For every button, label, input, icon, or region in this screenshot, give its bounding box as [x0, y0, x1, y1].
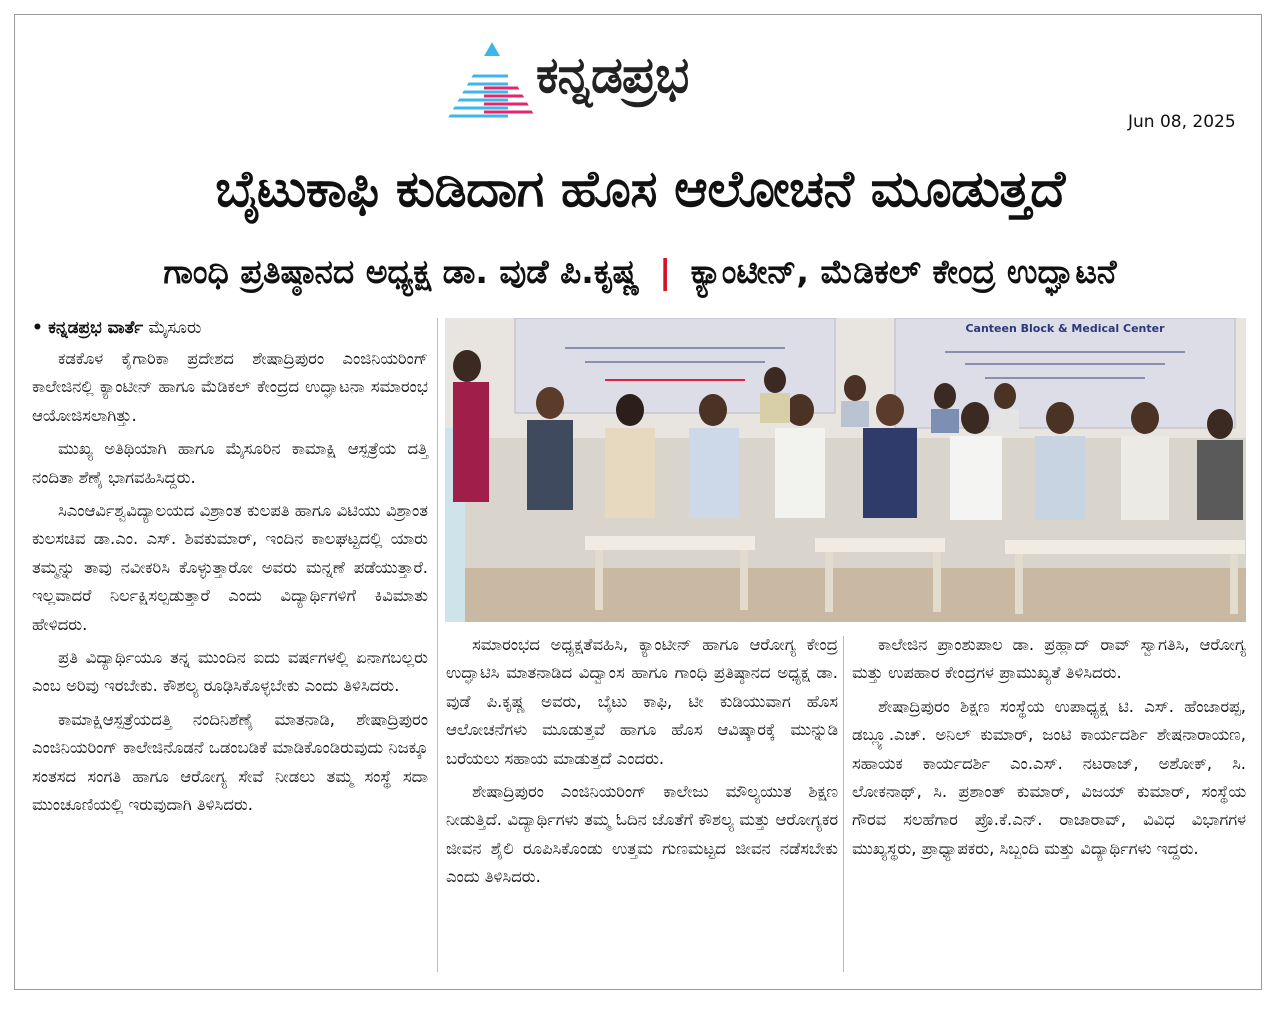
paragraph: ಕಾಮಾಕ್ಷಿಆಸ್ಪತ್ರೆಯದತ್ತಿ ನಂದಿನಿಶೆಣೈ ಮಾತನಾಡಿ, ಶೇಷಾದ್ರಿಪುರಂ ಎಂಜಿನಿಯರಿಂಗ್ ಕಾಲೇಜಿನೊಡನೆ ಒಡಂಬಡಿಕೆ ಮಾಡಿಕೊಂಡಿರುವುದು ನಿಜಕ್ಕೂ ಸಂತಸದ ಸಂಗತಿ ಹಾಗೂ ಆರೋಗ್ಯ ಸೇವೆ ನೀಡಲು ತಮ್ಮ ಸಂಸ್ಥೆ ಸದಾ ಮುಂಚೂಣಿಯಲ್ಲಿ ಇರುವುದಾಗಿ ತಿಳಿಸಿದರು. [32, 709, 428, 815]
masthead-logo [448, 40, 818, 120]
logo-triangle-icon [448, 40, 538, 120]
paragraph: ಮುಖ್ಯ ಅತಿಥಿಯಾಗಿ ಹಾಗೂ ಮೈಸೂರಿನ ಕಾಮಾಕ್ಷಿ ಆಸ್ಪತ್ರೆಯ ದತ್ತಿ ನಂದಿತಾ ಶೆಣೈ ಭಾಗವಹಿಸಿದ್ದರು. [32, 439, 428, 487]
paragraph: ಕಾಲೇಜಿನ ಪ್ರಾಂಶುಪಾಲ ಡಾ. ಪ್ರಹ್ಲಾದ್ ರಾವ್ ಸ್ವಾಗತಿಸಿ, ಆರೋಗ್ಯ ಮತ್ತು ಉಪಹಾರ ಕೇಂದ್ರಗಳ ಪ್ರಾಮುಖ್ಯತೆ ತಿಳಿಸಿದರು. [852, 635, 1246, 683]
event-photo-illustration [445, 318, 1246, 622]
article-column-3 [852, 631, 1246, 868]
paragraph: ಸಿಎಂಆರ್ವಿಶ್ವವಿದ್ಯಾಲಯದ ವಿಶ್ರಾಂತ ಕುಲಪತಿ ಹಾಗೂ ವಿಟಿಯು ವಿಶ್ರಾಂತ ಕುಲಸಚಿವ ಡಾ.ಎಂ. ಎಸ್. ಶಿವಕುಮಾರ್, ಇಂದಿನ ಕಾಲಘಟ್ಟದಲ್ಲಿ ಯಾರು ತಮ್ಮನ್ನು ತಾವು ನವೀಕರಿಸಿ ಕೊಳ್ಳುತ್ತಾರೋ ಅವರು ಮನ್ನಣೆ ಪಡೆಯುತ್ತಾರೆ. ಇಲ್ಲವಾದರೆ ನಿರ್ಲಕ್ಷಿಸಲ್ಪಡುತ್ತಾರೆ ಎಂದು ವಿದ್ಯಾರ್ಥಿಗಳಿಗೆ ಕಿವಿಮಾತು ಹೇಳಿದರು. [32, 501, 428, 634]
byline-place: ಮೈಸೂರು [148, 318, 202, 338]
publication-date: Jun 08, 2025 [1128, 112, 1236, 132]
logo-text: ಕನ್ನಡಪ್ರಭ [536, 46, 689, 104]
article-column-1 [32, 345, 428, 825]
screen-title: Canteen Block & Medical Center [965, 322, 1165, 335]
event-photo [445, 318, 1246, 622]
article-headline: ಬೈಟುಕಾಫಿ ಕುಡಿದಾಗ ಹೊಸ ಆಲೋಚನೆ ಮೂಡುತ್ತದೆ [215, 160, 1065, 219]
article-column-2 [446, 631, 838, 897]
byline [32, 318, 201, 338]
column-divider [437, 318, 438, 972]
byline-bullet: • [32, 318, 43, 338]
subhead-separator: | [659, 252, 672, 291]
paragraph: ಸಮಾರಂಭದ ಅಧ್ಯಕ್ಷತೆವಹಿಸಿ, ಕ್ಯಾಂಟೀನ್ ಹಾಗೂ ಆರೋಗ್ಯ ಕೇಂದ್ರ ಉದ್ಘಾಟಿಸಿ ಮಾತನಾಡಿದ ವಿದ್ವಾಂಸ ಹಾಗೂ ಗಾಂಧಿ ಪ್ರತಿಷ್ಠಾನದ ಅಧ್ಯಕ್ಷ ಡಾ. ವುಡೆ ಪಿ.ಕೃಷ್ಣ ಅವರು, ಬೈಟು ಕಾಫಿ, ಟೀ ಕುಡಿಯುವಾಗ ಹೊಸ ಆಲೋಚನೆಗಳು ಮೂಡುತ್ತವೆ ಹಾಗೂ ಹೊಸ ಆವಿಷ್ಕಾರಕ್ಕೆ ಮುನ್ನುಡಿ ಬರೆಯಲು ಸಹಾಯ ಮಾಡುತ್ತದೆ ಎಂದರು. [446, 635, 838, 768]
paragraph: ಕಡಕೊಳ ಕೈಗಾರಿಕಾ ಪ್ರದೇಶದ ಶೇಷಾದ್ರಿಪುರಂ ಎಂಜಿನಿಯರಿಂಗ್ ಕಾಲೇಜಿನಲ್ಲಿ ಕ್ಯಾಂಟೀನ್ ಹಾಗೂ ಮೆಡಿಕಲ್ ಕೇಂದ್ರದ ಉದ್ಘಾಟನಾ ಸಮಾರಂಭ ಆಯೋಜಿಸಲಾಗಿತ್ತು. [32, 349, 428, 425]
byline-source: ಕನ್ನಡಪ್ರಭ ವಾರ್ತೆ [48, 318, 144, 338]
paragraph: ಶೇಷಾದ್ರಿಪುರಂ ಎಂಜಿನಿಯರಿಂಗ್ ಕಾಲೇಜು ಮೌಲ್ಯಯುತ ಶಿಕ್ಷಣ ನೀಡುತ್ತಿದೆ. ವಿದ್ಯಾರ್ಥಿಗಳು ತಮ್ಮ ಓದಿನ ಜೊತೆಗೆ ಕೌಶಲ್ಯ ಮತ್ತು ಆರೋಗ್ಯಕರ ಜೀವನ ಶೈಲಿ ರೂಪಿಸಿಕೊಂಡು ಉತ್ತಮ ಗುಣಮಟ್ಟದ ಜೀವನ ನಡೆಸಬೇಕು ಎಂದು ತಿಳಿಸಿದರು. [446, 782, 838, 887]
subhead-left: ಗಾಂಧಿ ಪ್ರತಿಷ್ಠಾನದ ಅಧ್ಯಕ್ಷ ಡಾ. ವುಡೆ ಪಿ.ಕೃಷ್ಣ [163, 252, 640, 291]
article-subhead [0, 252, 1280, 292]
column-divider [843, 636, 844, 972]
paragraph: ಶೇಷಾದ್ರಿಪುರಂ ಶಿಕ್ಷಣ ಸಂಸ್ಥೆಯ ಉಪಾಧ್ಯಕ್ಷ ಟಿ. ಎಸ್. ಹೆಂಜಾರಪ್ಪ, ಡಬ್ಲ್ಯೂ.ಎಚ್. ಅನಿಲ್ ಕುಮಾರ್, ಜಂಟಿ ಕಾರ್ಯದರ್ಶಿ ಶೇಷನಾರಾಯಣ, ಸಹಾಯಕ ಕಾರ್ಯದರ್ಶಿ ಎಂ.ಎಸ್. ನಟರಾಜ್, ಅಶೋಕ್, ಸಿ. ಲೋಕನಾಥ್, ಸಿ. ಪ್ರಶಾಂತ್ ಕುಮಾರ್, ವಿಜಯ್ ಕುಮಾರ್, ಸಂಸ್ಥೆಯ ಗೌರವ ಸಲಹೆಗಾರ ಪ್ರೊ.ಕೆ.ಎನ್. ರಾಜಾರಾವ್, ವಿವಿಧ ವಿಭಾಗಗಳ ಮುಖ್ಯಸ್ಥರು, ಪ್ರಾಧ್ಯಾಪಕರು, ಸಿಬ್ಬಂದಿ ಮತ್ತು ವಿದ್ಯಾರ್ಥಿಗಳು ಇದ್ದರು. [852, 696, 1246, 858]
paragraph: ಪ್ರತಿ ವಿದ್ಯಾರ್ಥಿಯೂ ತನ್ನ ಮುಂದಿನ ಐದು ವರ್ಷಗಳಲ್ಲಿ ಏನಾಗಬಲ್ಲರು ಎಂಬ ಅರಿವು ಇರಬೇಕು. ಕೌಶಲ್ಯ ರೂಢಿಸಿಕೊಳ್ಳಬೇಕು ಎಂದು ತಿಳಿಸಿದರು. [32, 648, 428, 696]
subhead-right: ಕ್ಯಾಂಟೀನ್, ಮೆಡಿಕಲ್ ಕೇಂದ್ರ ಉದ್ಘಾಟನೆ [690, 252, 1117, 291]
